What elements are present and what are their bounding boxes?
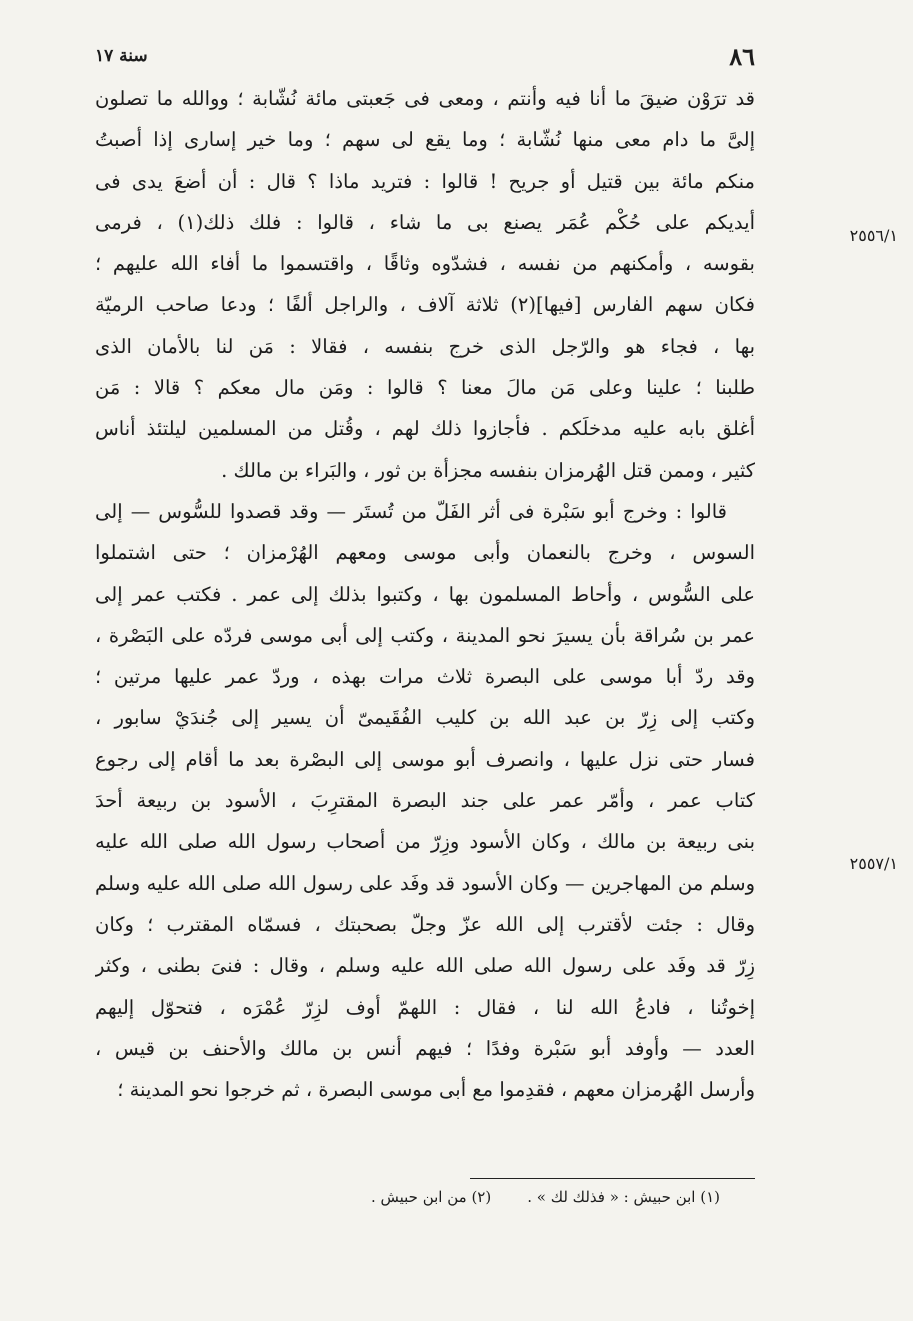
text-line: وقال : جئت لأقترب إلى الله عزّ وجلّ بصحبتك ، فسمّاه المقترب ؛ وكان [95,912,755,936]
footnote: (١) ابن حبيش : « فذلك لك » . [527,1188,720,1206]
text-line: كثير ، وممن قتل الهُرمزان بنفسه مجزأة بن ثور ، والبَراء بن مالك . [221,458,755,482]
text-line: على السُّوس ، وأحاط المسلمون بها ، وكتبوا بذلك إلى عمر . فكتب عمر إلى [95,582,755,606]
text-line: قد ترَوْن ضيقَ ما أنا فيه وأنتم ، ومعى فى جَعبتى مائة نُشّابة ؛ ووالله ما تصلون [95,87,755,110]
margin-reference: ٢٥٥٦/١ [849,226,898,245]
text-line: طلبنا ؛ علينا وعلى مَن مالَ معنا ؟ قالوا : ومَن مال معكم ؟ قالا : مَن [95,376,755,400]
running-head: سنة ١٧ [95,46,148,66]
margin-reference: ٢٥٥٧/١ [849,854,898,873]
footnote: (٢) من ابن حبيش . [370,1188,492,1206]
text-line: بها ، فجاء هو والرّجل الذى خرج بنفسه ، فقالا : مَن لنا بالأمان الذى [95,334,755,358]
text-line: العدد — وأوفد أبو سَبْرة وفدًا ؛ فيهم أنس بن مالك والأحنف بن قيس ، [95,1036,755,1060]
text-line: عمر بن سُراقة بأن يسيرَ نحو المدينة ، وكتب إلى أبى موسى فردّه على البَصْرة ، [95,623,755,647]
text-line: فكان سهم الفارس [فيها](٢) ثلاثة آلاف ، والراجل ألفًا ؛ ودعا صاحب الرميّة [95,293,755,317]
text-line: السوس ، وخرج بالنعمان وأبى موسى ومعهم الهُرْمزان ؛ حتى اشتملوا [95,541,755,565]
text-line: إلىَّ ما دام معى منها نُشّابة ؛ وما يقع لى سهم ؛ وما خير إسارى إذا أصبتُ [95,128,755,152]
page-number: ٨٦ [729,41,755,71]
page-header [95,40,755,72]
text-line: كتاب عمر ، وأمّر عمر على جند البصرة المقترِبَ ، الأسود بن ربيعة أحدَ [95,789,755,813]
text-line: زِرّ قد وفَد على رسول الله صلى الله عليه وسلم ، وقال : فنىَ بطنى ، وكثر [95,954,755,978]
text-line: قالوا : وخرج أبو سَبْرة فى أثر الفَلّ من تُستَر — وقد قصدوا للسُّوس — إلى [95,499,727,523]
text-line: وكتب إلى زِرّ بن عبد الله بن كليب الفُقَيمىّ أن يسير إلى جُندَيْ سابور ، [95,706,755,730]
text-line: وسلم من المهاجرين — وكان الأسود قد وفَد على رسول الله صلى الله عليه وسلم [95,871,755,895]
text-line: بقوسه ، وأمكنهم من نفسه ، فشدّوه وثاقًا ، واقتسموا ما أفاء الله عليهم ؛ [95,252,755,276]
text-line: إخوتُنا ، فادعُ الله لنا ، فقال : اللهمّ أوف لزِرّ عُمْرَه ، فتحوّل إليهم [95,995,755,1019]
text-line: وأرسل الهُرمزان معهم ، فقدِموا مع أبى موسى البصرة ، ثم خرجوا نحو المدينة ؛ [117,1078,755,1102]
text-line: فسار حتى نزل عليها ، وانصرف أبو موسى إلى البصْرة بعد ما أقام إلى رجوع [95,747,755,771]
body-text [95,78,755,1110]
text-line: منكم مائة بين قتيل أو جريح ! قالوا : فتريد ماذا ؟ قال : أن أضعَ يدى فى [95,169,755,193]
footnotes [230,1188,720,1206]
text-line: أيديكم على حُكْم عُمَر يصنع بى ما شاء ، قالوا : فلك ذلك(١) ، فرمى [95,210,755,234]
text-line: أغلق بابه عليه مدخلَكم . فأجازوا ذلك لهم ، وقُتل من المسلمين ليلتئذ أناس [95,417,755,441]
text-line: وقد ردّ أبا موسى على البصرة ثلاث مرات بهذه ، وردّ عمر عليها مرتين ؛ [95,665,755,689]
footnote-divider [470,1178,755,1179]
text-line: بنى ربيعة بن مالك ، وكان الأسود وزِرّ من أصحاب رسول الله صلى الله عليه [95,830,755,854]
